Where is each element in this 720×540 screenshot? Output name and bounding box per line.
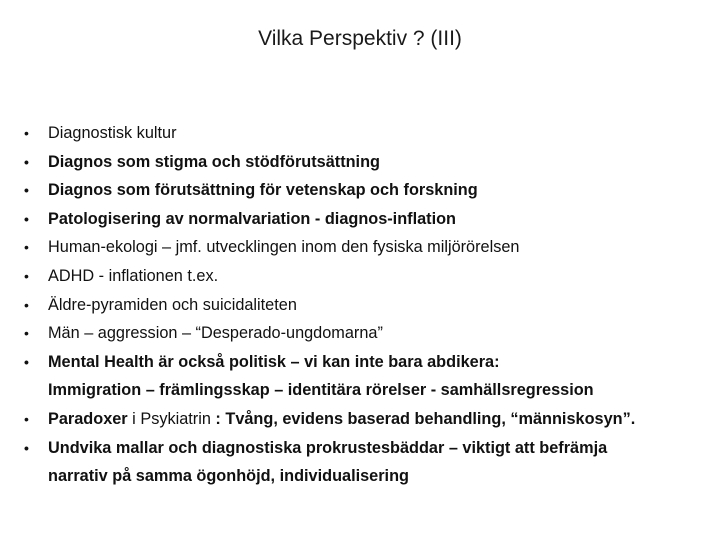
list-item-text-continued: narrativ på samma ögonhöjd, individualisering: [48, 466, 409, 485]
bullet-icon: •: [24, 153, 29, 170]
bullet-icon: •: [24, 353, 29, 370]
list-item: [0, 148, 720, 177]
list-item: [0, 176, 720, 205]
bullet-icon: •: [24, 182, 29, 199]
list-item-text: Äldre-pyramiden och suicidaliteten: [48, 295, 297, 314]
list-item: [0, 405, 720, 434]
list-item: [0, 291, 720, 320]
list-item-text: i: [127, 409, 141, 428]
bullet-icon: •: [24, 267, 29, 284]
list-item: [0, 434, 720, 490]
list-item-text: Män – aggression – “Desperado-ungdomarna”: [48, 324, 383, 343]
bullet-icon: •: [24, 125, 29, 141]
list-item-text-bold: : Tvång, evidens baserad behandling, “människosyn”.: [210, 409, 636, 428]
list-item: [0, 262, 720, 291]
list-item-text: Undvika mallar och diagnostiska prokrustesbäddar – viktigt att befrämja: [48, 438, 608, 457]
bullet-icon: •: [24, 325, 29, 342]
list-item-text: Patologisering av normalvariation - diagnos-inflation: [48, 209, 456, 228]
list-item-text: Diagnos som stigma och stödförutsättning: [48, 152, 380, 171]
list-item-text: Mental Health är också politisk – vi kan inte bara abdikera:: [48, 352, 500, 371]
bullet-icon: •: [24, 239, 29, 256]
list-item: [0, 205, 720, 234]
list-item-text-continued: Immigration – främlingsskap – identitära rörelser - samhällsregression: [48, 381, 594, 400]
list-item: [0, 233, 720, 262]
list-item-text: Diagnos som förutsättning för vetenskap och forskning: [48, 181, 478, 200]
page-title: Vilka Perspektiv ? (III): [258, 27, 462, 50]
list-item-text-bold: Paradoxer: [48, 409, 128, 428]
list-item: [0, 348, 720, 405]
bullet-icon: •: [24, 210, 29, 227]
list-item-text: Psykiatrin: [140, 409, 211, 428]
bullet-icon: •: [24, 410, 29, 427]
list-item: [0, 319, 720, 348]
bullet-icon: •: [24, 296, 29, 313]
list-item-text: ADHD - inflationen t.ex.: [48, 266, 219, 285]
list-item: [0, 119, 720, 148]
bullet-list: [0, 119, 720, 490]
list-item-text: Diagnostisk kultur: [48, 124, 177, 142]
bullet-icon: •: [24, 439, 29, 456]
list-item-text: Human-ekologi – jmf. utvecklingen inom den fysiska miljörörelsen: [48, 238, 520, 257]
